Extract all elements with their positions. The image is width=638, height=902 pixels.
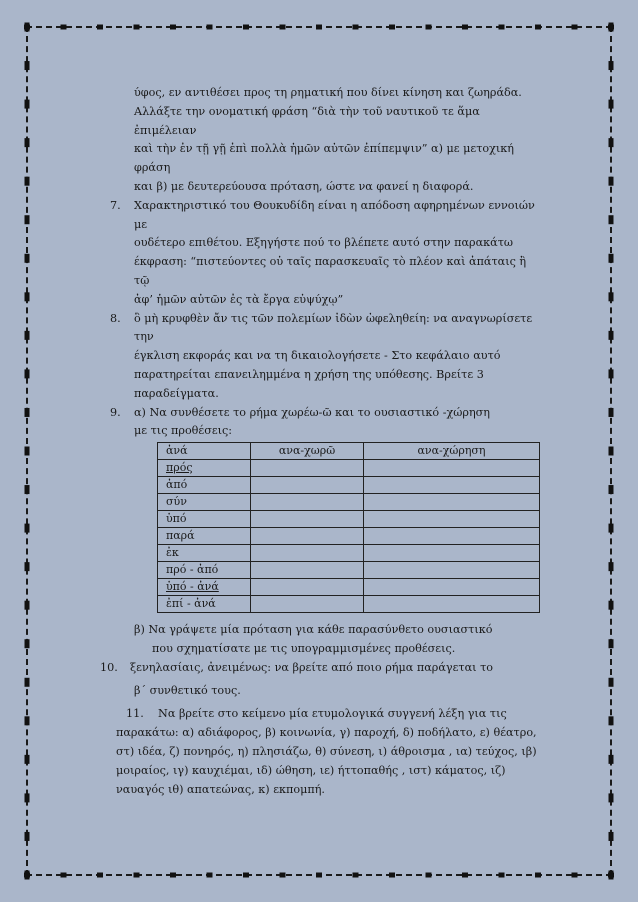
question-7 (110, 197, 540, 310)
preposition-cell: ἀπό (158, 477, 251, 494)
question-line: ουδέτερο επιθέτου. Εξηγήστε πού το βλέπετε αυτό στην παρακάτω (134, 236, 514, 250)
answer-cell[interactable] (364, 545, 540, 562)
preposition-cell: πρό - ἀπό (158, 562, 251, 579)
table-header-cell: ἀνά (158, 443, 251, 460)
question-number: 7. (110, 198, 121, 212)
table-row (158, 511, 540, 528)
question-line: μοιραίος, ιγ) καυχιέμαι, ιδ) ώθηση, ιε) ήττοπαθής , ιστ) κάματος, ιζ) (116, 763, 506, 777)
answer-cell[interactable] (251, 511, 364, 528)
intro-paragraph (110, 84, 540, 197)
preposition-cell: ἐπί - ἀνά (158, 596, 251, 613)
question-number: 10. (100, 660, 118, 674)
preposition-cell: ὑπό - ἀνά (166, 580, 219, 594)
answer-cell[interactable] (251, 460, 364, 477)
answer-cell[interactable] (251, 596, 364, 613)
question-line: ὃ μὴ κρυφθὲν ἄν τις τῶν πολεμίων ἰδὼν ὠφεληθείη: να αναγνωρίσετε την (134, 311, 533, 344)
preposition-cell: παρά (158, 528, 251, 545)
question-line: ναυαγός ιθ) απατεώνας, κ) εκπομπή. (116, 782, 325, 796)
question-9 (110, 404, 540, 442)
table-row (158, 477, 540, 494)
intro-line: ύφος, εν αντιθέσει προς τη ρηματική που δίνει κίνηση και ζωηράδα. (134, 86, 522, 99)
preposition-cell: ὑπό (158, 511, 251, 528)
answer-cell[interactable] (251, 545, 364, 562)
composition-table (157, 442, 540, 613)
answer-cell[interactable] (364, 460, 540, 477)
question-line: ξενηλασίαις, ἀνειμένως: να βρείτε από ποιο ρήμα παράγεται το (130, 660, 494, 674)
question-line: παρατηρείται επανειλημμένα η χρήση της υπόθεσης. Βρείτε 3 (134, 367, 484, 381)
question-line: με τις προθέσεις: (134, 424, 233, 438)
answer-cell[interactable] (251, 579, 364, 596)
table-row (158, 494, 540, 511)
question-line: α) Να συνθέσετε το ρήμα χωρέω-ῶ και το ουσιαστικό -χώρηση (134, 405, 491, 419)
question-8 (110, 310, 540, 404)
question-number: 9. (110, 405, 121, 419)
table-header-cell: ανα-χώρηση (364, 443, 540, 460)
table-row (158, 596, 540, 613)
question-line: β) Να γράψετε μία πρόταση για κάθε παρασύνθετο ουσιαστικό (134, 623, 493, 637)
question-number: 11. (126, 707, 144, 721)
preposition-cell: σύν (158, 494, 251, 511)
question-line: Να βρείτε στο κείμενο μία ετυμολογικά συγγενή λέξη για τις (158, 707, 507, 721)
question-line: στ) ιδέα, ζ) πονηρός, η) πλησιάζω, θ) σύνεση, ι) άθροισμα , ια) τεύχος, ιβ) (116, 744, 537, 758)
table-row (158, 579, 540, 596)
question-number: 8. (110, 311, 121, 325)
table-row (158, 528, 540, 545)
table-row (158, 460, 540, 477)
table-header-cell: ανα-χωρῶ (251, 443, 364, 460)
question-10 (100, 659, 540, 701)
question-line: που σχηματίσατε με τις υπογραμμισμένες προθέσεις. (152, 641, 456, 655)
intro-line: και β) με δευτερεύουσα πρόταση, ώστε να φανεί η διαφορά. (134, 179, 474, 193)
question-line: παρακάτω: α) αδιάφορος, β) κοινωνία, γ) παροχή, δ) ποδήλατο, ε) θέατρο, (116, 726, 537, 740)
question-line: ἀφ’ ἡμῶν αὐτῶν ἐς τὰ ἔργα εὐψύχῳ” (134, 292, 344, 306)
question-line: Χαρακτηριστικό του Θουκυδίδη είναι η απόδοση αφηρημένων εννοιών με (134, 198, 535, 231)
answer-cell[interactable] (364, 494, 540, 511)
answer-cell[interactable] (364, 596, 540, 613)
intro-line: καὶ τὴν ἐν τῇ γῇ ἐπὶ πολλὰ ἡμῶν αὐτῶν ἐπίπεμψιν” α) με μετοχική φράση (134, 142, 514, 175)
answer-cell[interactable] (251, 528, 364, 545)
table-row (158, 545, 540, 562)
preposition-cell: ἐκ (158, 545, 251, 562)
answer-cell[interactable] (364, 477, 540, 494)
answer-cell[interactable] (251, 477, 364, 494)
question-line: β΄ συνθετικό τους. (134, 683, 241, 697)
answer-cell[interactable] (364, 511, 540, 528)
document-body (100, 84, 540, 799)
table-header-row (158, 443, 540, 460)
question-line: έκφραση: “πιστεύοντες οὐ ταῖς παρασκευαῖς τὸ πλέον καὶ ἀπάταις ἢ τῷ (134, 255, 527, 287)
intro-line: Αλλάξτε την ονοματική φράση “διὰ τὴν τοῦ ναυτικοῦ τε ἅμα ἐπιμέλειαν (134, 104, 480, 137)
table-row (158, 562, 540, 579)
answer-cell[interactable] (364, 579, 540, 596)
question-line: έγκλιση εκφοράς και να τη δικαιολογήσετε - Στο κεφάλαιο αυτό (134, 349, 501, 363)
question-9b (110, 621, 540, 659)
answer-cell[interactable] (364, 528, 540, 545)
answer-cell[interactable] (251, 494, 364, 511)
answer-cell[interactable] (364, 562, 540, 579)
question-line: παραδείγματα. (134, 386, 219, 400)
answer-cell[interactable] (251, 562, 364, 579)
preposition-cell: πρός (166, 461, 193, 475)
question-11 (106, 705, 540, 799)
